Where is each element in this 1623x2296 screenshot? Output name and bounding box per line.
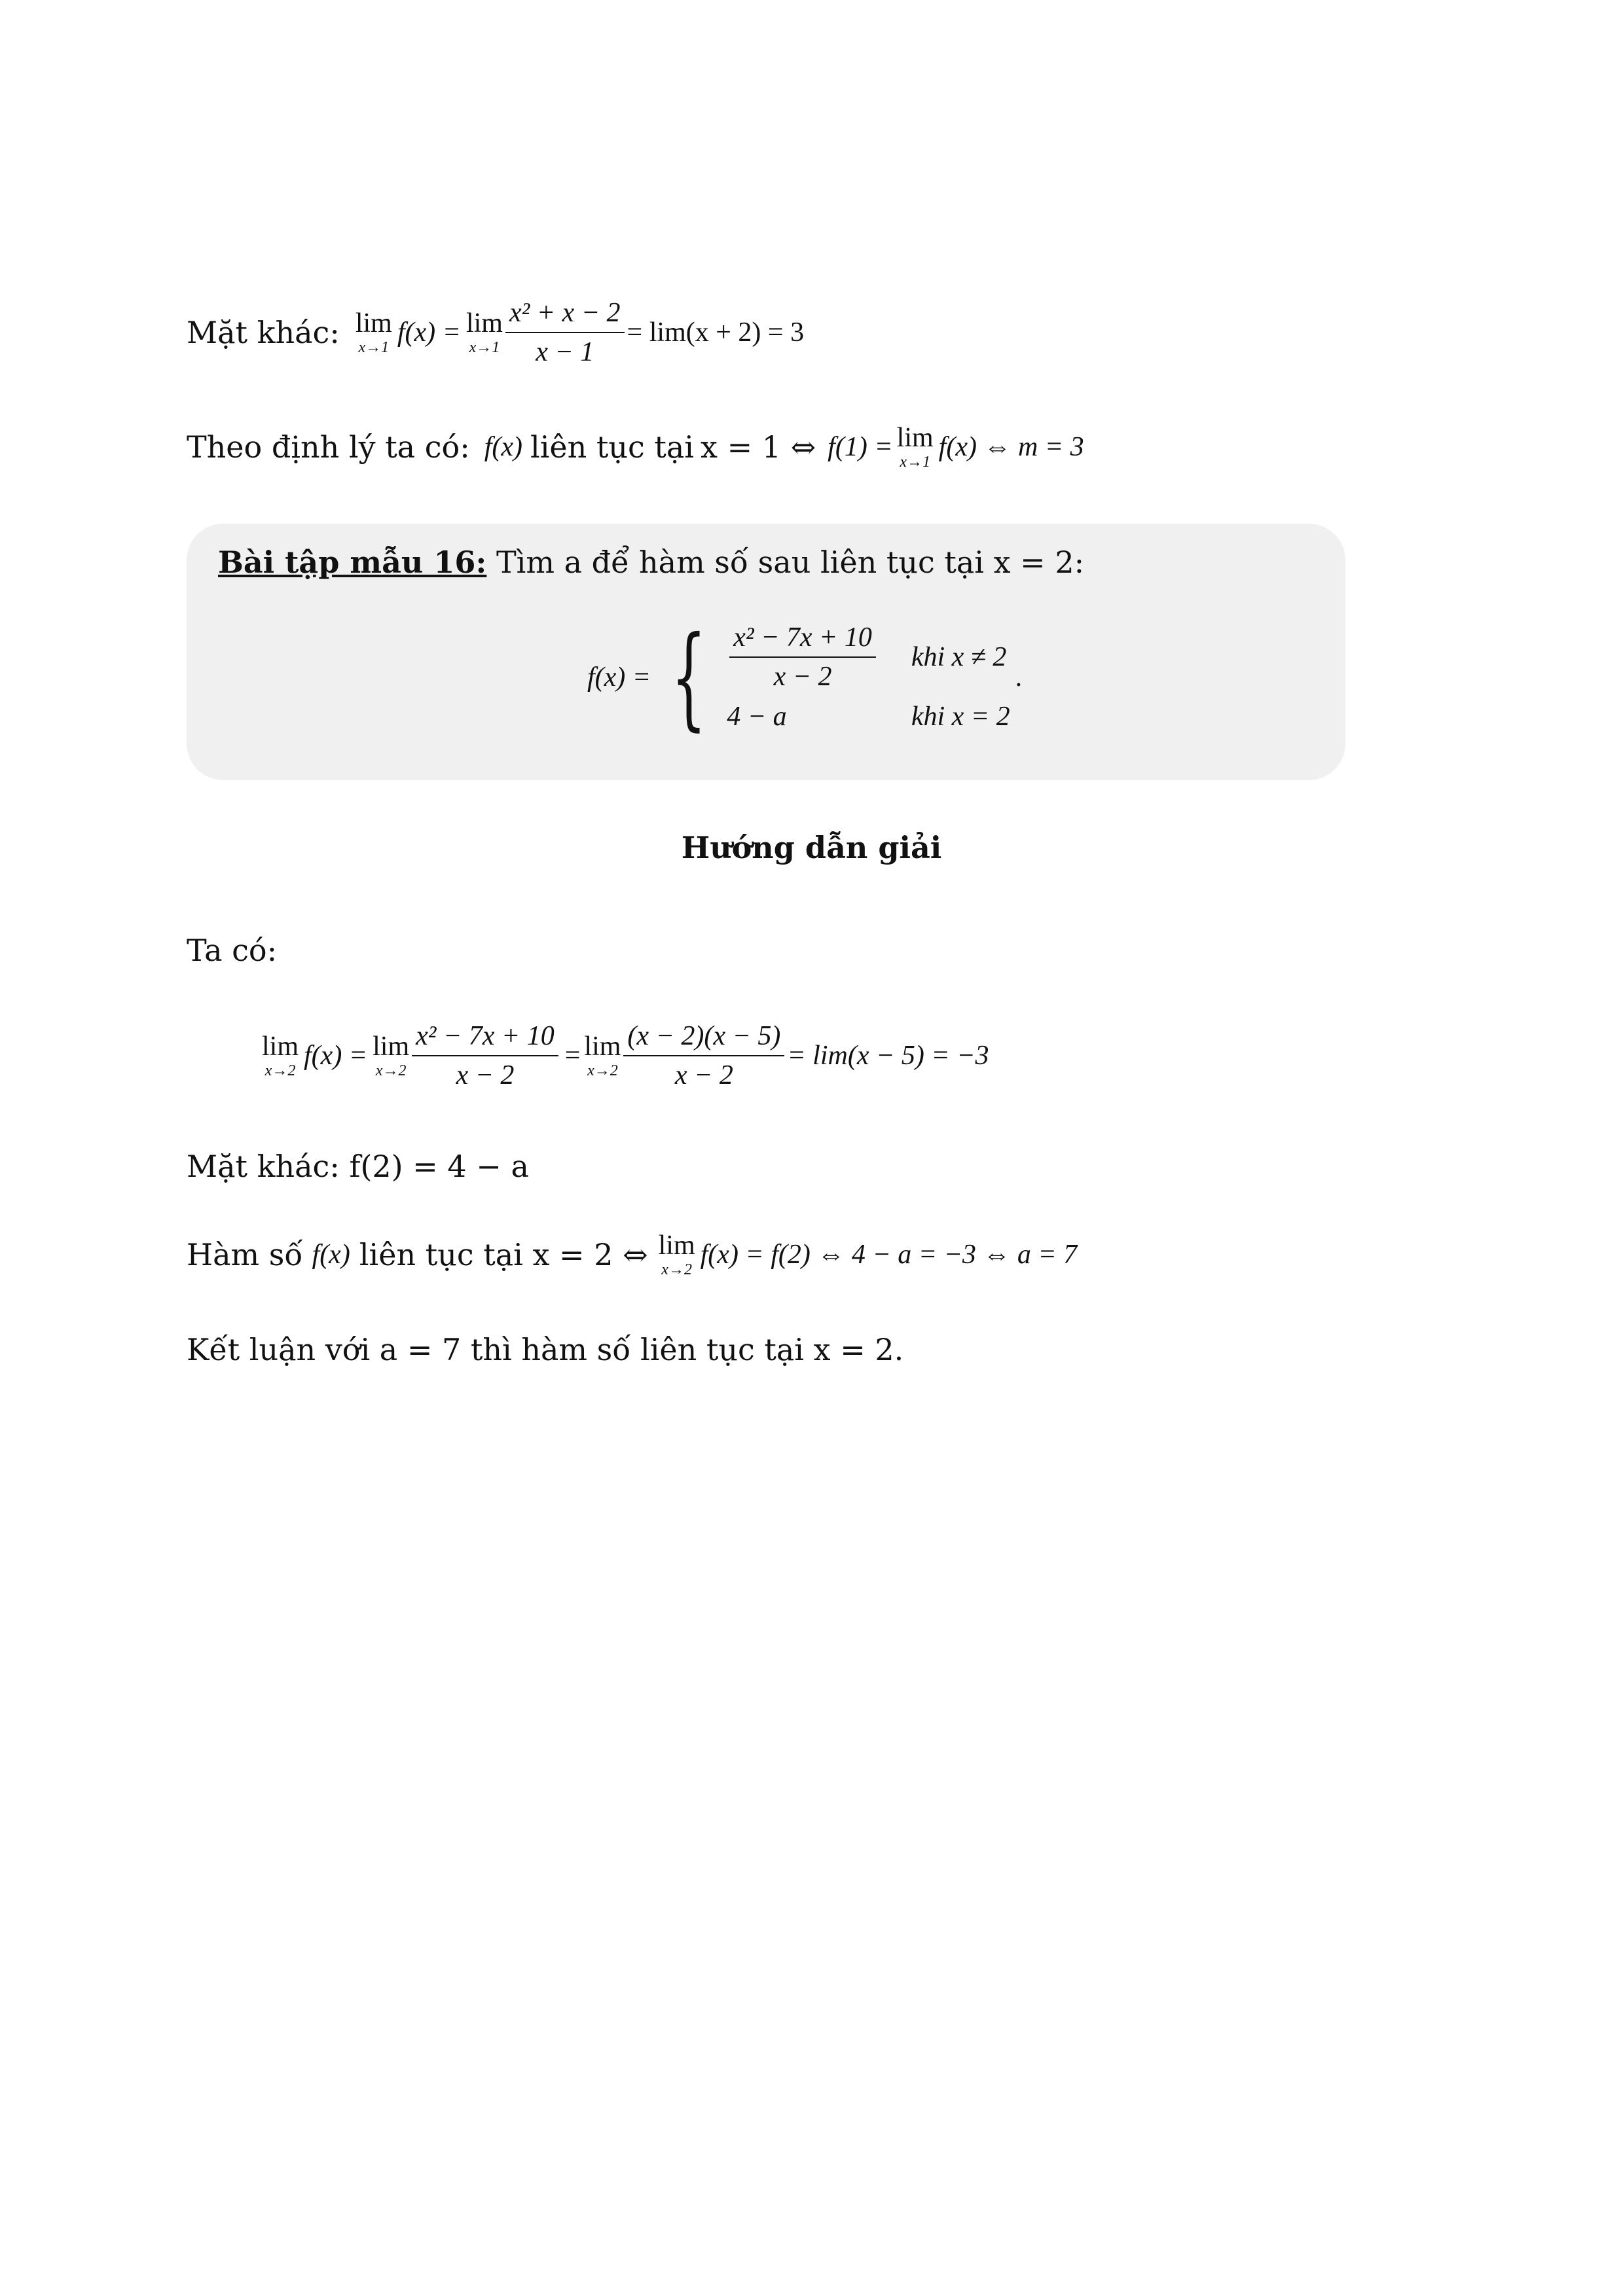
- line-mat-khac-2: Mặt khác: f(2) = 4 − a: [187, 1149, 529, 1184]
- lim-operator: lim: [465, 308, 503, 339]
- function-fx: f(x): [484, 432, 522, 462]
- limit-result: = lim(x − 5) = −3: [787, 1041, 989, 1071]
- fraction-2-numerator: (x − 2)(x − 5): [623, 1021, 784, 1056]
- fraction: [505, 298, 625, 367]
- lim-subscript: x→2: [587, 1062, 618, 1080]
- lim-operator: lim: [355, 308, 392, 339]
- fraction-2: [623, 1021, 784, 1090]
- fraction-numerator: x² + x − 2: [505, 298, 625, 333]
- lim-subscript: x→2: [375, 1062, 407, 1080]
- lim-subscript: x→2: [264, 1062, 296, 1080]
- condition-x-equals-1: x = 1 ⇔: [701, 429, 816, 465]
- piecewise-cases: [727, 622, 1010, 732]
- case2-expression: 4 − a: [727, 702, 787, 732]
- limit-result: = lim(x + 2) = 3: [627, 317, 805, 348]
- line-ket-luan: Kết luận với a = 7 thì hàm số liên tục tại x = 2.: [187, 1332, 904, 1367]
- limit-computation: lim x→2 f(x) = lim x→2 $\frac{\text{x² − 7x + 10}}{x - 2}$ = lim x→2 $\frac{(x - 2)(x - 5)}{x - 2}$ = lim(x − 5) = −3: [262, 1021, 989, 1091]
- case2-condition: khi x = 2: [911, 702, 1010, 732]
- label-theo-dinh-ly: Theo định lý ta có:: [187, 429, 470, 465]
- function-fx: f(x) =: [587, 662, 651, 692]
- case1-condition: khi x ≠ 2: [911, 642, 1007, 672]
- fraction-1-numerator: x² − 7x + 10: [412, 1021, 558, 1056]
- lim-subscript: x→2: [661, 1261, 692, 1278]
- exercise-prompt: Tìm a để hàm số sau liên tục tại x = 2:: [496, 545, 1085, 580]
- lim-subscript: x→1: [358, 339, 390, 357]
- limit-expression-2: [828, 424, 1084, 470]
- lim-operator: lim: [584, 1031, 621, 1062]
- lim-operator: lim: [896, 423, 934, 453]
- period: .: [1015, 662, 1023, 692]
- lim-operator: lim: [262, 1031, 299, 1062]
- lim-subscript: x→1: [900, 454, 930, 471]
- fraction-denominator: x − 1: [536, 337, 594, 368]
- limit-result: f(x) = f(2) ⇔ 4 − a = −3 ⇔ a = 7: [700, 1240, 1078, 1270]
- lim-operator: lim: [373, 1031, 410, 1062]
- line-theo-dinh-ly: [187, 424, 1084, 470]
- text-lien-tuc-x2: liên tục tại x = 2 ⇔: [359, 1237, 648, 1272]
- solution-heading: Hướng dẫn giải: [681, 830, 942, 865]
- case1-numerator: x² − 7x + 10: [729, 622, 876, 658]
- limit-expression-3: [659, 1232, 1078, 1278]
- limit-expression-1: [356, 298, 804, 367]
- f1-equals: f(1) =: [828, 432, 893, 462]
- lim-operator: lim: [658, 1230, 695, 1261]
- exercise-label: Bài tập mẫu 16:: [218, 545, 487, 580]
- lim-subscript: x→1: [469, 339, 500, 357]
- exercise-title: [218, 545, 1084, 580]
- function-fx: f(x) =: [397, 317, 461, 348]
- left-brace: {: [671, 613, 707, 742]
- case1-denominator: x − 2: [773, 662, 832, 692]
- line-ham-so: [187, 1232, 1077, 1278]
- limit-result: f(x) ⇔ m = 3: [938, 432, 1084, 462]
- fraction-1: [412, 1021, 558, 1090]
- exercise-box: [187, 524, 1345, 780]
- piecewise-function: [587, 613, 1023, 742]
- fraction-1-denominator: x − 2: [456, 1060, 515, 1091]
- function-fx: f(x) =: [304, 1041, 368, 1071]
- case1-fraction: [729, 622, 876, 692]
- line-mat-khac-1: [187, 298, 804, 367]
- line-ta-co: Ta có:: [187, 933, 278, 968]
- function-fx: f(x): [312, 1240, 350, 1270]
- text-lien-tuc: liên tục tại: [530, 429, 694, 465]
- fraction-2-denominator: x − 2: [674, 1060, 733, 1091]
- label-ham-so: Hàm số: [187, 1237, 303, 1272]
- label-mat-khac: Mặt khác:: [187, 315, 340, 351]
